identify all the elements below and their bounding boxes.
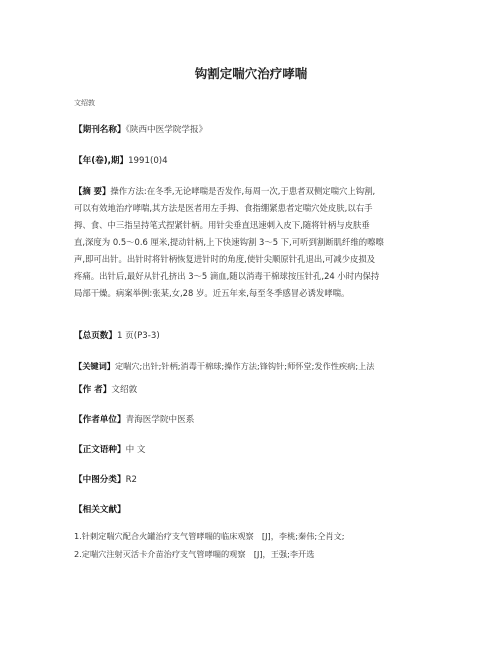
journal-label: 【期刊名称】 (74, 125, 126, 135)
language-value: 中 文 (125, 445, 146, 455)
author-field (74, 382, 434, 399)
keywords-value: 定喘穴;出针;针柄;消毒干棉球;操作方法;锋钩针;师怀堂;发作性疾病;上法 (114, 361, 375, 371)
abstract-line: 拇、食、中三指呈持笔式捏紧针柄。用针尖垂直迅速刺入皮下,随将针柄与皮肤垂 (74, 220, 370, 230)
author-name: 文绍敦 (74, 99, 95, 107)
pages-value: 1 页(P3-3) (116, 331, 160, 341)
affiliation-label: 【作者单位】 (74, 415, 126, 425)
abstract-label: 【摘 要】 (74, 186, 111, 196)
year-issue-field (74, 153, 434, 170)
language-label: 【正文语种】 (74, 445, 126, 455)
keywords-field (74, 358, 434, 375)
related-label: 【相关文献】 (74, 505, 126, 515)
year-issue-value: 1991(0)4 (128, 156, 168, 166)
affiliation-value: 青海医学院中医系 (125, 415, 195, 425)
abstract-field (74, 183, 434, 302)
abstract-line: 【摘 要】操作方法:在冬季,无论哮喘是否发作,每周一次,于患者双侧定喘穴上钩割, (74, 186, 376, 196)
related-item[interactable]: 2.定喘穴注射灭活卡介苗治疗支气管哮喘的观察 [J]，王强;李开选 (74, 549, 315, 559)
clc-label: 【中图分类】 (74, 475, 126, 485)
clc-field (74, 472, 434, 489)
related-heading (74, 502, 434, 519)
keywords-label: 【关键词】 (74, 361, 115, 371)
clc-value: R2 (125, 475, 138, 485)
abstract-line: 局部干燥。病案举例:张某,女,28 岁。近五年来,每至冬季感冒必诱发哮喘。 (74, 288, 350, 298)
pages-field (74, 328, 434, 345)
year-issue-label: 【年(卷),期】 (74, 156, 129, 166)
related-item[interactable]: 1.针刺定喘穴配合火罐治疗支气管哮喘的临床观察 [J]，李桃;秦伟;仝肖文; (74, 531, 345, 541)
pages-label: 【总页数】 (74, 331, 117, 341)
author-label: 【作 者】 (74, 385, 112, 395)
journal-value: 《陕西中医学院学报》 (125, 125, 208, 135)
journal-field (74, 122, 434, 139)
abstract-line: 可以有效地治疗哮喘,其方法是医者用左手拇、食指绷紧患者定喘穴处皮肤,以右手 (74, 203, 373, 213)
document-title: 钩割定喘穴治疗哮喘 (194, 66, 308, 81)
language-field (74, 442, 434, 459)
affiliation-field (74, 412, 434, 429)
author-value: 文绍敦 (111, 385, 138, 395)
abstract-line: 疼痛。出针后,最好从针孔挤出 3～5 滴血,随以消毒干棉球按压针孔,24 小时内保持 (74, 271, 380, 281)
abstract-line: 声,即可出针。出针时将针柄恢复进针时的角度,使针尖顺原针孔退出,可减少皮损及 (74, 254, 376, 264)
abstract-line: 直,深度为 0.5～0.6 厘米,提动针柄,上下快速钩割 3～5 下,可听到割断肌纤维的嚓嚓 (74, 237, 384, 247)
